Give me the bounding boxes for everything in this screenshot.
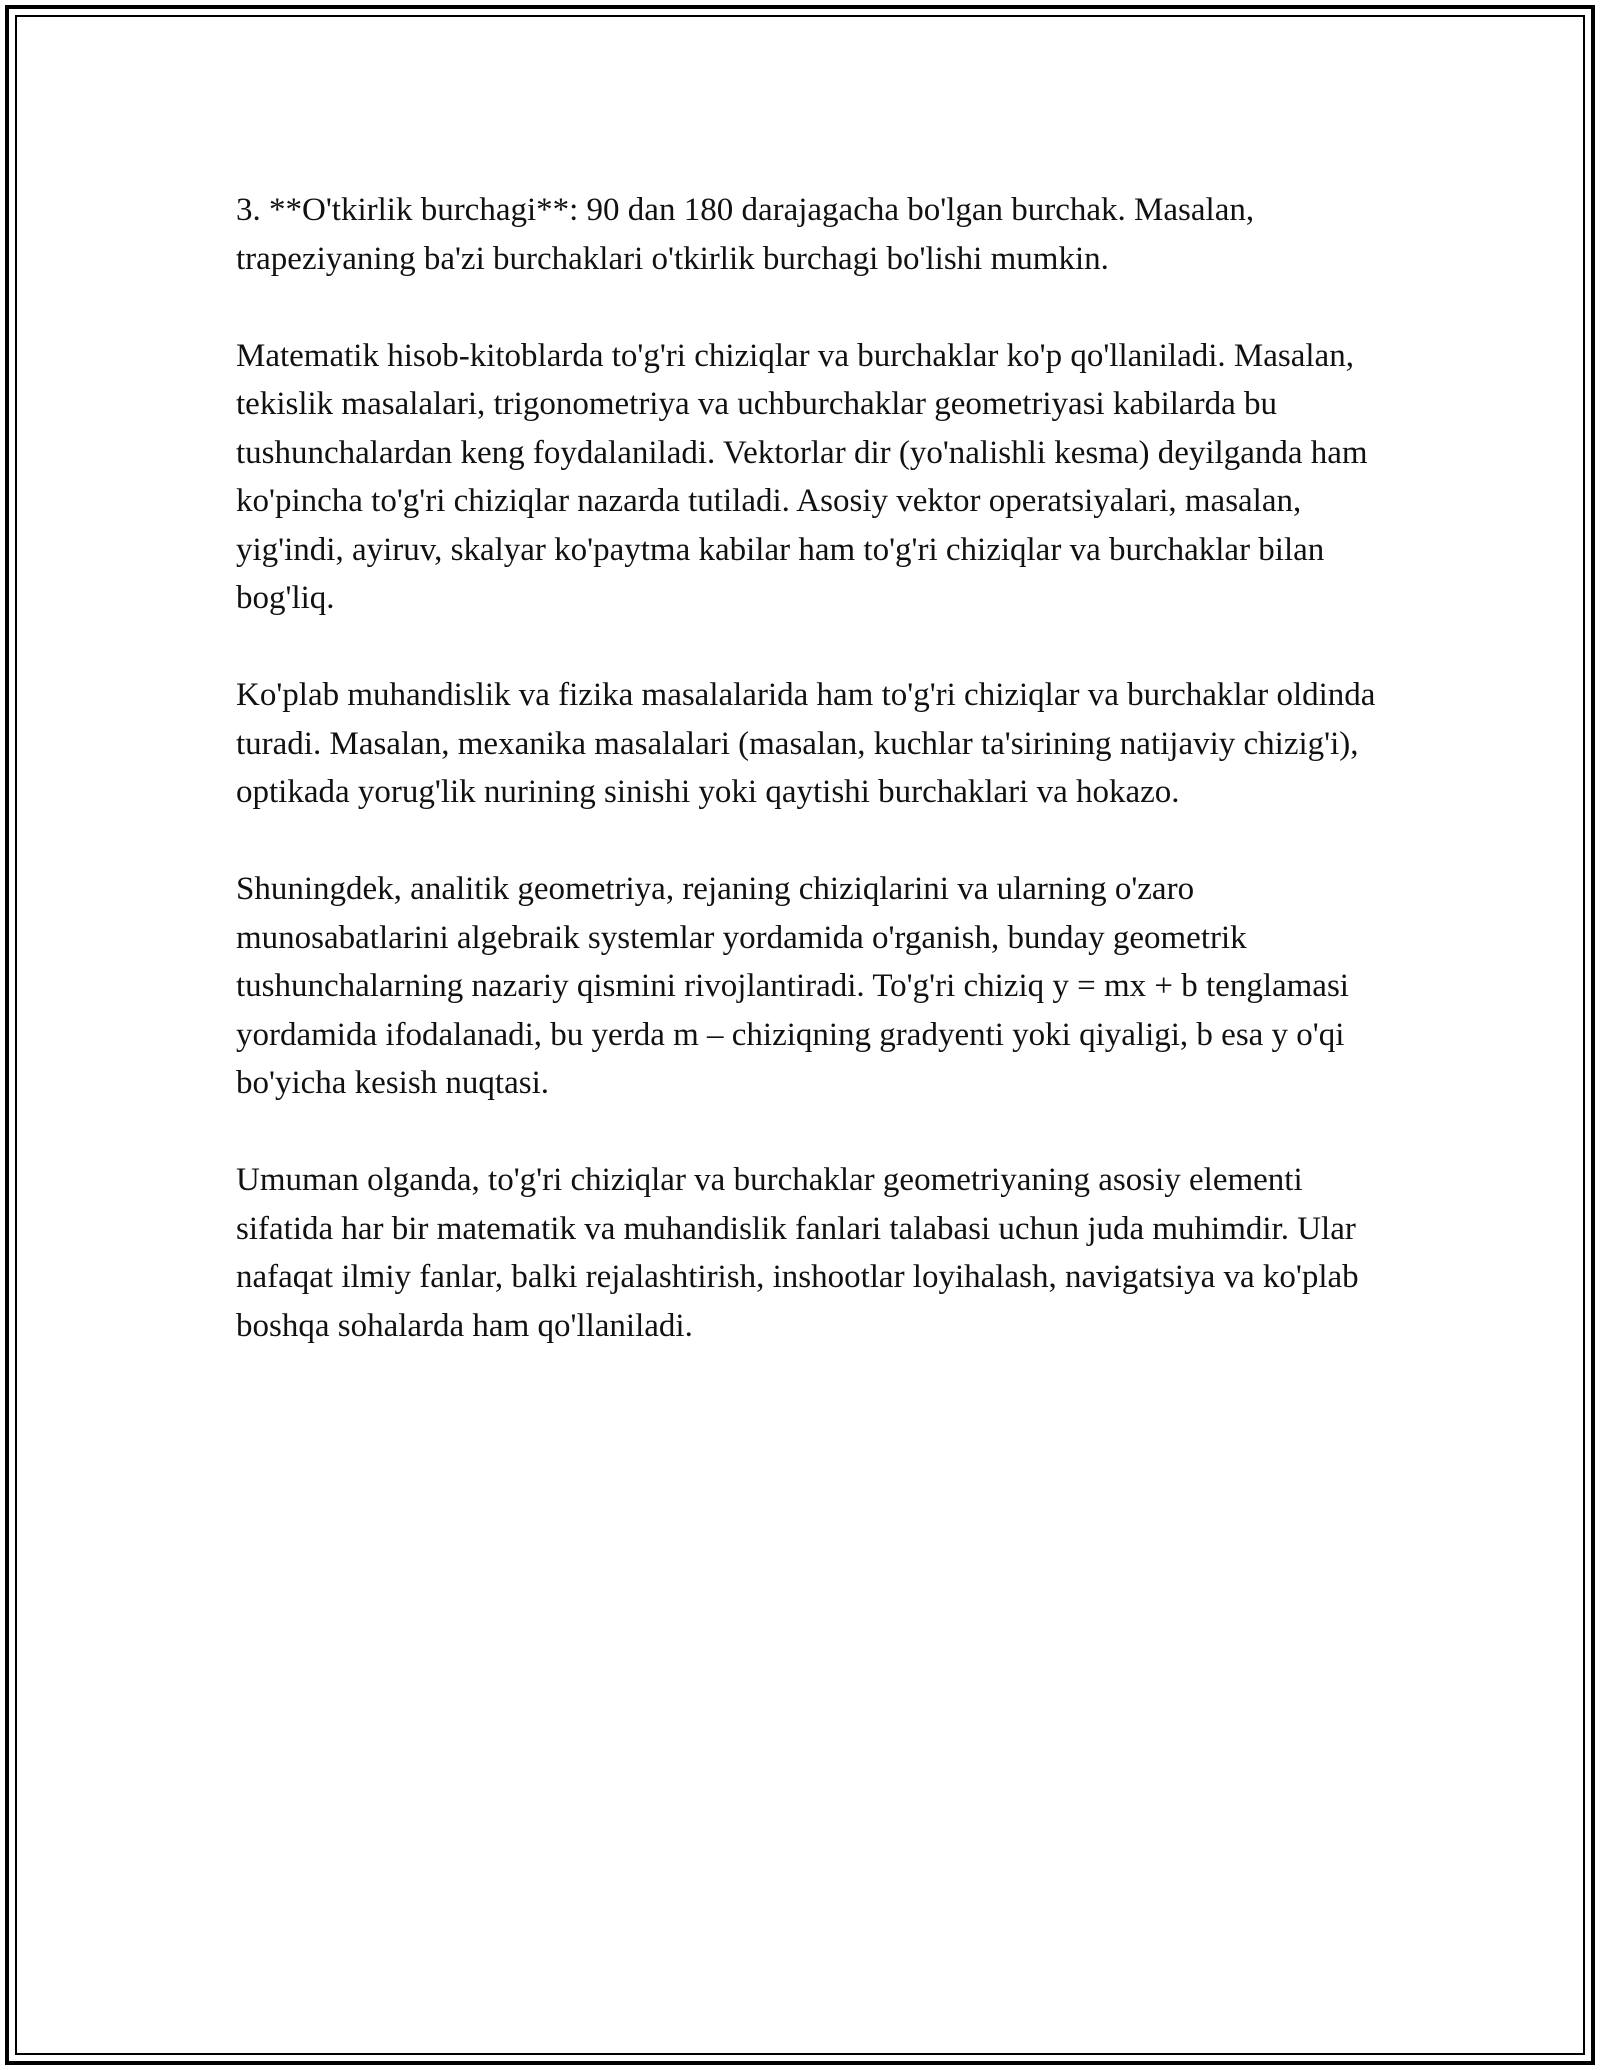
paragraph-engineering-physics: Ko'plab muhandislik va fizika masalalarida ham to'g'ri chiziqlar va burchaklar oldinda turadi. Masalan, mexanika masalalari (masalan, kuchlar ta'sirining natijaviy chizig'i), optikada yorug'lik nurining sinishi yoki qaytishi burchaklari va hokazo. — [236, 677, 1376, 810]
paragraph-conclusion: Umuman olganda, to'g'ri chiziqlar va burchaklar geometriyaning asosiy elementi sifatida har bir matematik va muhandislik fanlari talabasi uchun juda muhimdir. Ular nafaqat ilmiy fanlar, balki rejalashtirish, inshootlar loyihalash, navigatsiya va ko'plab boshqa sohalarda ham qo'llaniladi. — [236, 1162, 1359, 1344]
document-body — [236, 186, 1376, 1399]
paragraph-analytic-geometry: Shuningdek, analitik geometriya, rejaning chiziqlarini va ularning o'zaro munosabatlarini algebraik systemlar yordamida o'rganish, bunday geometrik tushunchalarning nazariy qismini rivojlantiradi. To'g'ri chiziq y = mx + b tenglamasi yordamida ifodalanadi, bu yerda m – chiziqning gradyenti yoki qiyaligi, b esa y o'qi bo'yicha kesish nuqtasi. — [236, 871, 1349, 1101]
paragraph-obtuse-angle: 3. **O'tkirlik burchagi**: 90 dan 180 darajagacha bo'lgan burchak. Masalan, trapeziyaning ba'zi burchaklari o'tkirlik burchagi bo'lishi mumkin. — [236, 192, 1255, 277]
paragraph-math-calculations: Matematik hisob-kitoblarda to'g'ri chiziqlar va burchaklar ko'p qo'llaniladi. Masalan, tekislik masalalari, trigonometriya va uchburchaklar geometriyasi kabilarda bu tushunchalardan keng foydalaniladi. Vektorlar dir (yo'nalishli kesma) deyilganda ham ko'pincha to'g'ri chiziqlar nazarda tutiladi. Asosiy vektor operatsiyalari, masalan, yig'indi, ayiruv, skalyar ko'paytma kabilar ham to'g'ri chiziqlar va burchaklar bilan bog'liq. — [236, 337, 1368, 616]
